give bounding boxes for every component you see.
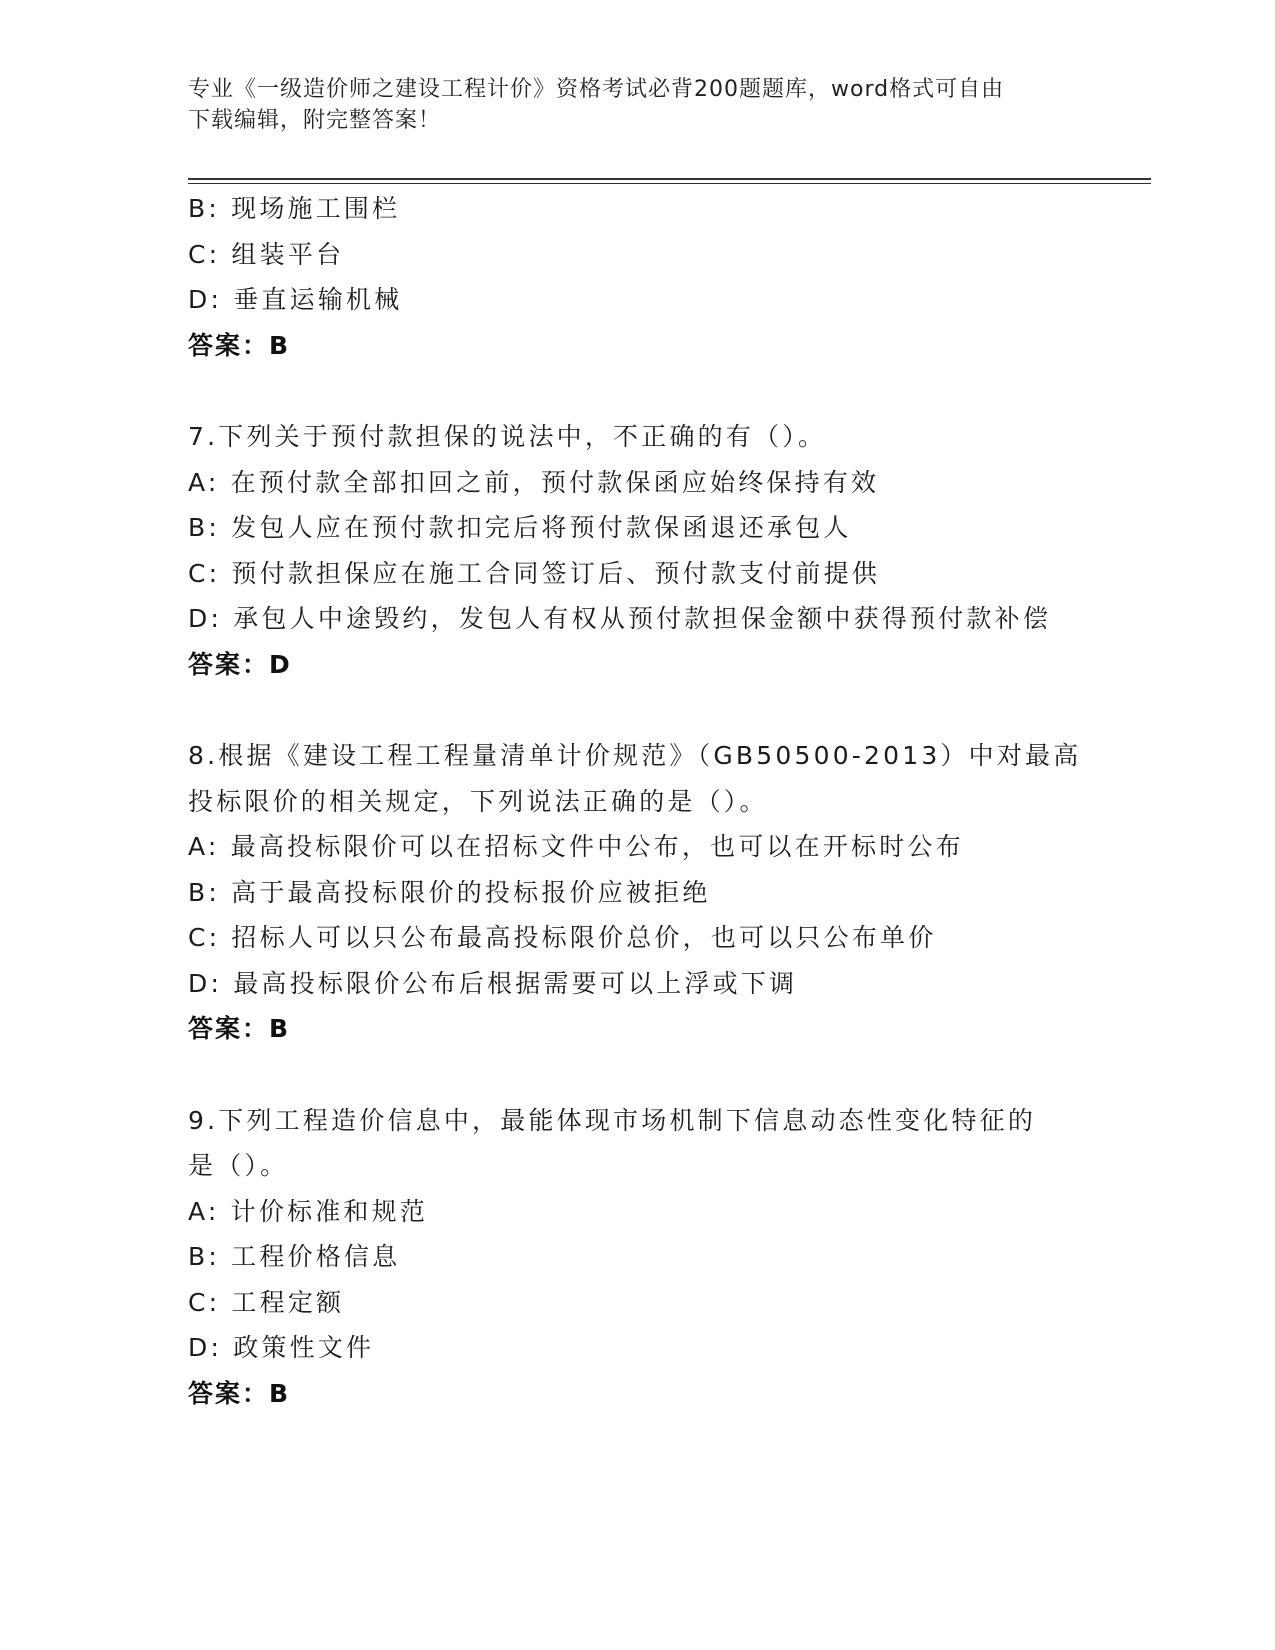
option-d: D: 最高投标限价公布后根据需要可以上浮或下调 [188, 968, 798, 998]
header-line-2: 下载编辑，附完整答案！ [188, 108, 442, 133]
answer: 答案：B [188, 1378, 291, 1408]
option-d: D: 垂直运输机械 [188, 285, 403, 314]
header-rule-thin [188, 183, 1151, 184]
question-stem-cont: 投标限价的相关规定，下列说法正确的是（）。 [188, 786, 768, 816]
spacer [188, 1052, 1088, 1098]
question-list [188, 186, 1088, 1416]
option-a: A: 在预付款全部扣回之前，预付款保函应始终保持有效 [188, 467, 880, 497]
option-b: B: 现场施工围栏 [188, 194, 401, 223]
question-stem-cont: 是（）。 [188, 1151, 289, 1180]
question-stem: 8.根据《建设工程工程量清单计价规范》（GB50500-2013）中对最高 [188, 741, 1082, 770]
answer: 答案：B [188, 1014, 291, 1043]
option-c: C: 预付款担保应在施工合同签订后、预付款支付前提供 [188, 558, 881, 588]
header-line-1: 专业《一级造价师之建设工程计价》资格考试必背200题题库，word格式可自由 [188, 77, 1005, 102]
spacer [188, 687, 1088, 733]
question-9 [188, 1098, 1088, 1417]
option-b: B: 发包人应在预付款扣完后将预付款保函退还承包人 [188, 513, 852, 542]
question-6-tail [188, 186, 1088, 368]
option-c: C: 招标人可以只公布最高投标限价总价，也可以只公布单价 [188, 923, 937, 952]
option-d: D: 政策性文件 [188, 1333, 375, 1362]
header-rule-thick [188, 178, 1151, 180]
question-7 [188, 414, 1088, 687]
answer: 答案：B [188, 330, 291, 360]
option-a: A: 最高投标限价可以在招标文件中公布，也可以在开标时公布 [188, 832, 964, 861]
option-d: D: 承包人中途毁约，发包人有权从预付款担保金额中获得预付款补偿 [188, 604, 1052, 633]
option-c: C: 工程定额 [188, 1287, 345, 1317]
question-8 [188, 733, 1088, 1052]
question-stem: 7.下列关于预付款担保的说法中，不正确的有（）。 [188, 422, 827, 451]
question-stem: 9.下列工程造价信息中，最能体现市场机制下信息动态性变化特征的 [188, 1105, 1037, 1135]
page-header [188, 74, 1068, 136]
option-c: C: 组装平台 [188, 239, 345, 269]
answer: 答案：D [188, 649, 292, 679]
option-b: B: 工程价格信息 [188, 1242, 401, 1271]
option-b: B: 高于最高投标限价的投标报价应被拒绝 [188, 877, 711, 907]
option-a: A: 计价标准和规范 [188, 1196, 429, 1226]
spacer [188, 368, 1088, 414]
